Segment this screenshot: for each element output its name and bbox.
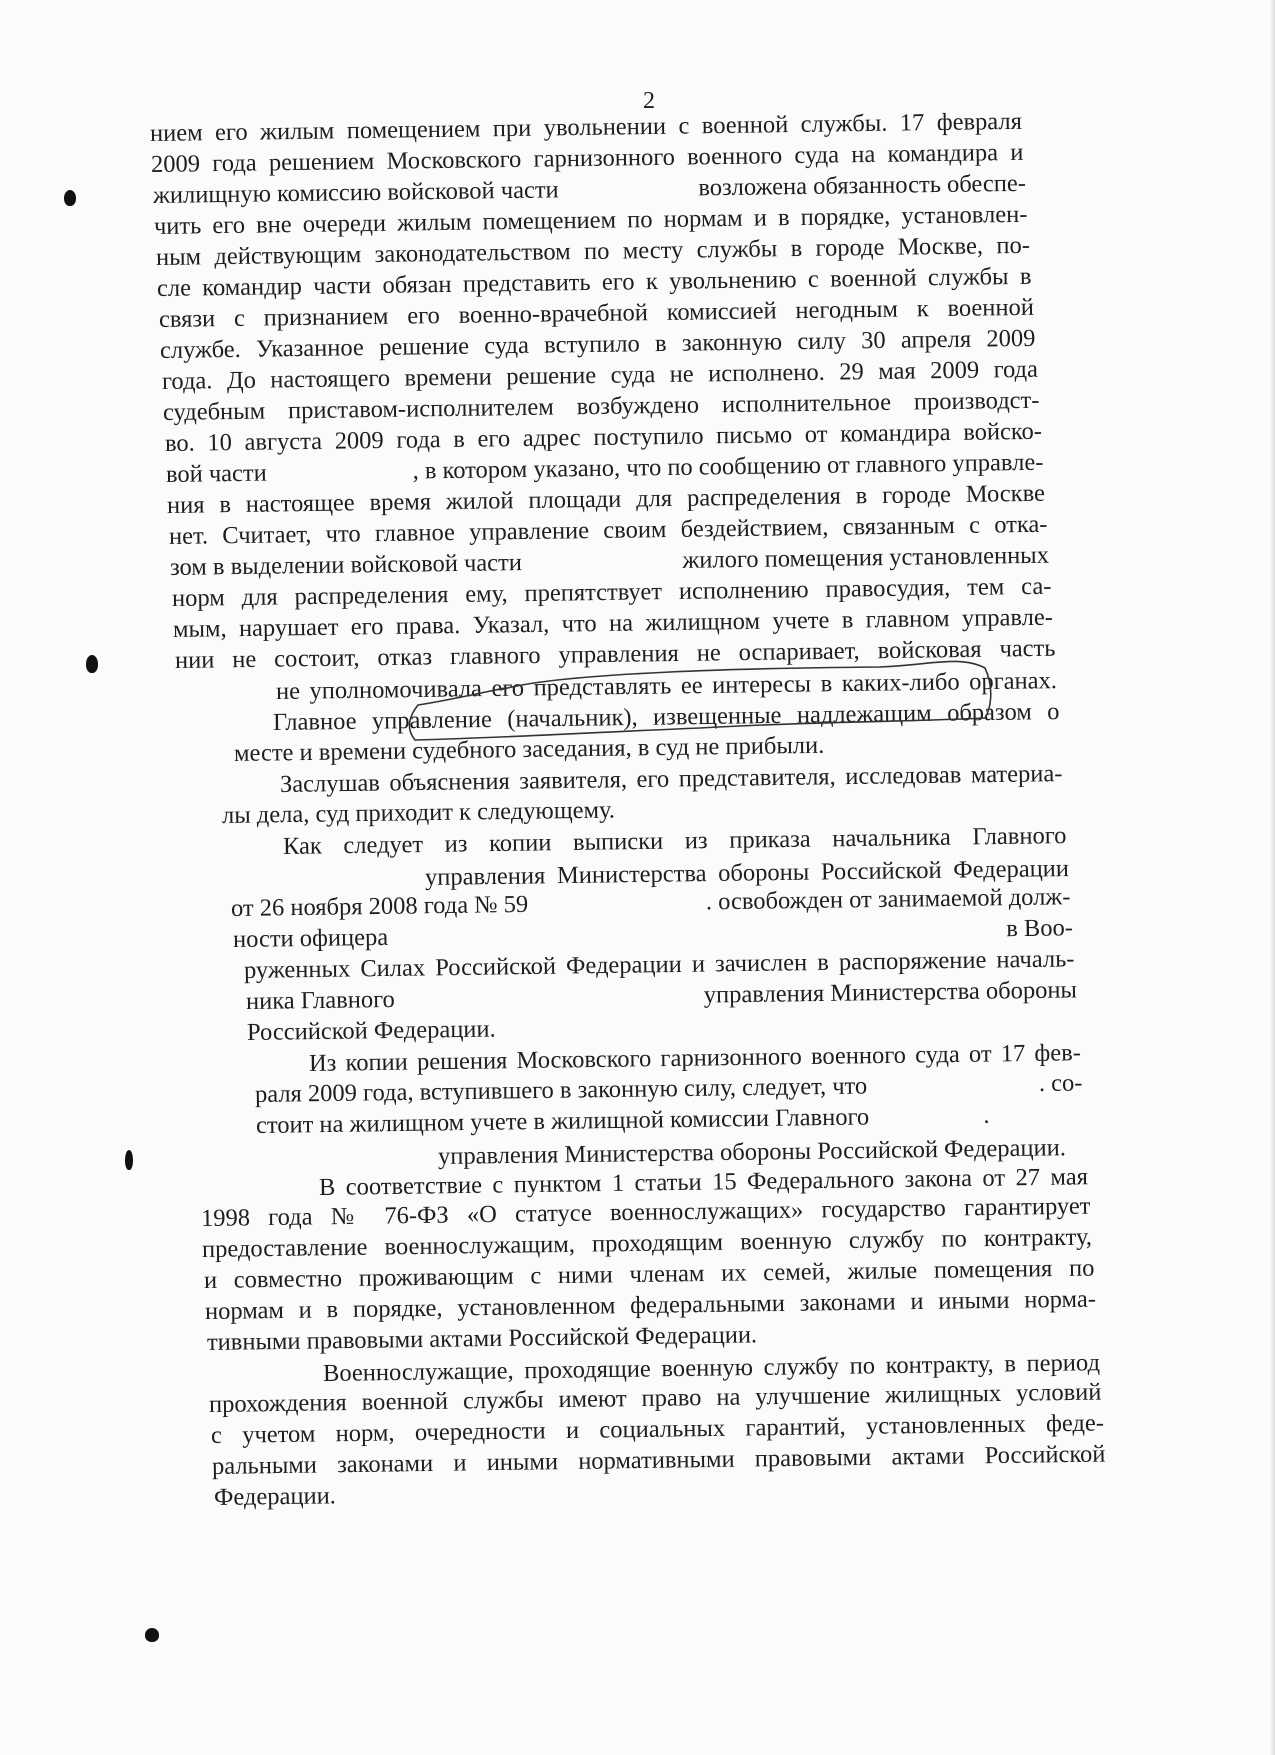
text-segment: управления Министерства обороны Российской Федерации.	[437, 1134, 1066, 1170]
punch-hole-mark	[64, 190, 76, 206]
text-segment: руженных Силах Российской Федерации и зачислен в распоряжение началь-	[243, 945, 1075, 984]
text-segment: Федерации.	[213, 1482, 336, 1511]
text-segment: нием его жилым помещением при увольнении с военной службы. 17 февраля	[149, 107, 1023, 147]
text-segment: нормам и в порядке, установленном федеральными законами и иными норма-	[204, 1285, 1097, 1325]
text-segment: службе. Указанное решение суда вступило в законную силу 30 апреля 2009	[159, 324, 1036, 364]
text-segment: месте и времени судебного заседания, в суд не прибыли.	[233, 731, 825, 767]
text-segment: ности офицера	[232, 923, 389, 953]
text-segment: и совместно проживающим с ними членам их семей, жилые помещения по	[203, 1254, 1095, 1294]
text-segment: мым, нарушает его права. Указал, что на жилищном учете в главном управле-	[172, 603, 1054, 643]
text-segment: с учетом норм, очередности и социальных гарантий, установленных феде-	[210, 1409, 1104, 1449]
text-segment: нет. Считает, что главное управление своим бездействием, связанным с отка-	[168, 510, 1048, 550]
text-segment: возложена обязанность обеспе-	[698, 169, 1026, 202]
text-segment: сле командир части обязан представить его к увольнению с военной службы в	[157, 262, 1032, 302]
text-segment: прохождения военной службы имеют право на улучшение жилищных условий	[209, 1378, 1103, 1418]
text-segment: не уполномочивала его представлять ее интересы в каких-либо органах.	[275, 667, 1058, 705]
text-segment: чить его вне очереди жилым помещением по нормам и в порядке, установлен-	[154, 200, 1028, 240]
text-segment: нии не состоит, отказ главного управления не оспаривает, войсковая часть	[174, 634, 1056, 674]
text-segment: тивными правовыми актами Российской Федерации.	[206, 1321, 757, 1356]
text-line	[247, 1014, 496, 1048]
text-segment: лы дела, суд приходит к следующему.	[221, 796, 616, 829]
redacted-gap	[388, 936, 1006, 945]
text-segment: управления Министерства обороны Российской Федерации	[424, 855, 1069, 891]
redacted-gap	[870, 1123, 984, 1125]
text-segment: предоставление военнослужащим, проходящим военную службу по контракту,	[201, 1223, 1093, 1263]
text-segment: Главное управление (начальник), извещенные надлежащим образом о	[272, 698, 1060, 736]
punch-hole-mark	[86, 655, 98, 673]
redacted-gap	[529, 909, 707, 911]
text-segment: В соответствие с пунктом 1 статьи 15 Федерального закона от 27 мая	[319, 1163, 1089, 1201]
text-segment: Военнослужащие, проходящие военную службу по контракту, в период	[322, 1349, 1101, 1387]
text-line	[222, 795, 615, 831]
text-segment: .	[983, 1101, 991, 1129]
redacted-gap	[522, 568, 682, 570]
text-segment: ным действующим законодательством по месту службы в городе Москве, по-	[155, 231, 1030, 271]
redacted-gap	[267, 479, 413, 481]
text-segment: вой части	[165, 459, 267, 488]
text-segment: норм для распределения ему, препятствует исполнению правосудия, тем са-	[171, 572, 1052, 612]
text-segment: от 26 ноября 2008 года № 59	[231, 890, 529, 922]
text-segment: ния в настоящее время жилой площади для распределения в городе Москве	[167, 479, 1046, 519]
punch-hole-mark	[125, 1150, 133, 1170]
redacted-gap	[867, 1091, 1039, 1093]
punch-hole-mark	[145, 1628, 159, 1642]
text-segment: ральными законами и иными нормативными правовыми актами Российской	[212, 1440, 1106, 1480]
text-segment: жилого помещения установленных	[682, 541, 1050, 574]
text-segment: . со-	[1038, 1069, 1083, 1098]
text-segment: 2009 года решением Московского гарнизонного военного суда на командира и	[151, 138, 1025, 178]
text-segment: , в котором указано, что по сообщению от главного управле-	[412, 448, 1044, 485]
text-segment: ника Главного	[245, 985, 395, 1015]
text-segment: года. До настоящего времени решение суда не исполнено. 29 мая 2009 года	[161, 355, 1038, 395]
text-segment: Российской Федерации.	[246, 1015, 496, 1046]
text-segment: зом в выделении войсковой части	[170, 549, 523, 581]
text-segment: жилищную комиссию войсковой части	[152, 176, 559, 209]
text-segment: Как следует из копии выписки из приказа начальника Главного	[283, 822, 1067, 860]
page-number: 2	[643, 88, 655, 114]
text-segment: во. 10 августа 2009 года в его адрес поступило письмо от командира войско-	[164, 417, 1042, 457]
text-segment: 1998 года № 76-ФЗ «О статусе военнослужащих» государство гарантирует	[200, 1192, 1091, 1232]
redacted-gap	[559, 195, 699, 197]
text-segment: Из копии решения Московского гарнизонного военного суда от 17 фев-	[308, 1039, 1081, 1077]
text-segment: управления Министерства обороны	[703, 976, 1077, 1009]
scan-edge	[1269, 0, 1275, 1755]
text-segment: стоит на жилищном учете в жилищной комиссии Главного	[256, 1103, 870, 1139]
text-segment: в Воо-	[1005, 914, 1073, 943]
text-segment: связи с признанием его военно-врачебной комиссией негодным к военной	[158, 293, 1034, 333]
redacted-gap	[394, 1003, 703, 1007]
text-line	[214, 1480, 336, 1513]
text-segment: Заслушав объяснения заявителя, его представителя, исследовав материа-	[280, 760, 1064, 798]
text-segment: раля 2009 года, вступившего в законную силу, следует, что	[254, 1072, 868, 1108]
text-segment: . освобожден от занимаемой долж-	[705, 883, 1071, 916]
text-segment: судебным приставом-исполнителем возбуждено исполнительное производст-	[162, 386, 1040, 426]
